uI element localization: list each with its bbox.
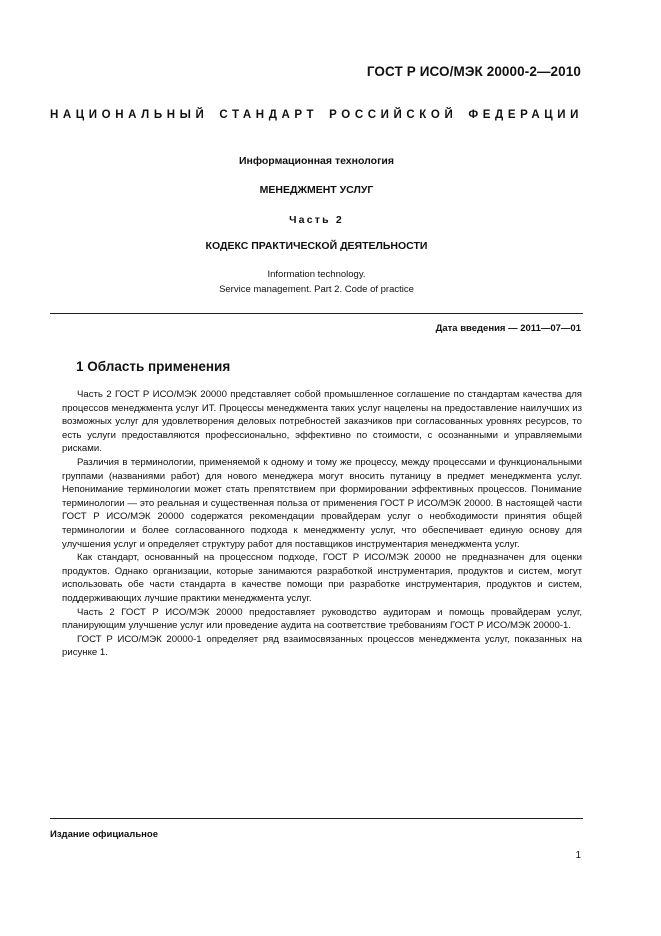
paragraph: ГОСТ Р ИСО/МЭК 20000-1 определяет ряд взаимосвязанных процессов менеджмента услуг, показанных на рисунке 1. bbox=[62, 633, 582, 659]
title-line-1: Информационная технология bbox=[238, 155, 395, 167]
title-part: Часть 2 bbox=[289, 214, 344, 226]
title-line-2: МЕНЕДЖМЕНТ УСЛУГ bbox=[259, 184, 374, 196]
english-title bbox=[50, 267, 583, 297]
paragraph: Часть 2 ГОСТ Р ИСО/МЭК 20000 представляет собой промышленное соглашение по стандартам качества для процессов менеджмента услуг ИТ. Процессы менеджмента таких услуг нацелены на предоставление наилучших из возможных услуг для удовлетворения деловых потребностей заказчиков при согласованных уровнях ресурсов, то есть услуги предоставляются профессионально, эффективно по стоимости, с осознанными и управляемыми рисками. bbox=[62, 389, 582, 455]
paragraph: Различия в терминологии, применяемой к одному и тому же процессу, между процессами и функциональными группами (названиями работ) для нового менеджера могут вносить путаницу в предмет менеджмента услуг. Непонимание терминологии может стать препятствием при формировании эффективных процессов. Понимание терминологии — это реальная и существенная польза от применения ГОСТ Р ИСО/МЭК 20000. В настоящей части ГОСТ Р ИСО/МЭК 20000 содержатся рекомендации провайдерам услуг о необходимости принятия общей терминологии и более согласованного подхода к менеджменту услуг, что обеспечивает единую основу для улучшения услуг и определяет структуру работ для поставщиков инструментария менеджмента услуг. bbox=[62, 456, 582, 550]
paragraph: Как стандарт, основанный на процессном подходе, ГОСТ Р ИСО/МЭК 20000 не предназначен для оценки продуктов. Однако организации, которые занимаются разработкой инструментария, продуктов и систем, могут использовать обе части стандарта в качестве помощи при разработке инструментария, продуктов и систем, поддерживающих лучшие практики менеджмента услуг. bbox=[62, 552, 582, 604]
page-number: 1 bbox=[575, 850, 581, 861]
english-title-line-2: Service management. Part 2. Code of practice bbox=[219, 284, 414, 295]
section-title: 1 Область применения bbox=[76, 359, 231, 374]
paragraph: Часть 2 ГОСТ Р ИСО/МЭК 20000 предоставляет руководство аудиторам и помощь провайдерам услуг, планирующим улучшение услуг или проведение аудита на соответствие требованиям ГОСТ Р ИСО/МЭК 20000-1. bbox=[62, 606, 582, 632]
document-code: ГОСТ Р ИСО/МЭК 20000-2—2010 bbox=[366, 64, 581, 79]
title-divider bbox=[50, 313, 583, 314]
footer-divider bbox=[50, 818, 583, 819]
introduction-date: Дата введения — 2011—07—01 bbox=[435, 323, 581, 334]
official-edition-label: Издание официальное bbox=[50, 829, 158, 840]
english-title-line-1: Information technology. bbox=[267, 269, 366, 280]
national-standard-heading: НАЦИОНАЛЬНЫЙ СТАНДАРТ РОССИЙСКОЙ ФЕДЕРАЦИИ bbox=[50, 109, 583, 121]
title-line-4: КОДЕКС ПРАКТИЧЕСКОЙ ДЕЯТЕЛЬНОСТИ bbox=[205, 240, 428, 252]
section-body bbox=[62, 388, 582, 660]
